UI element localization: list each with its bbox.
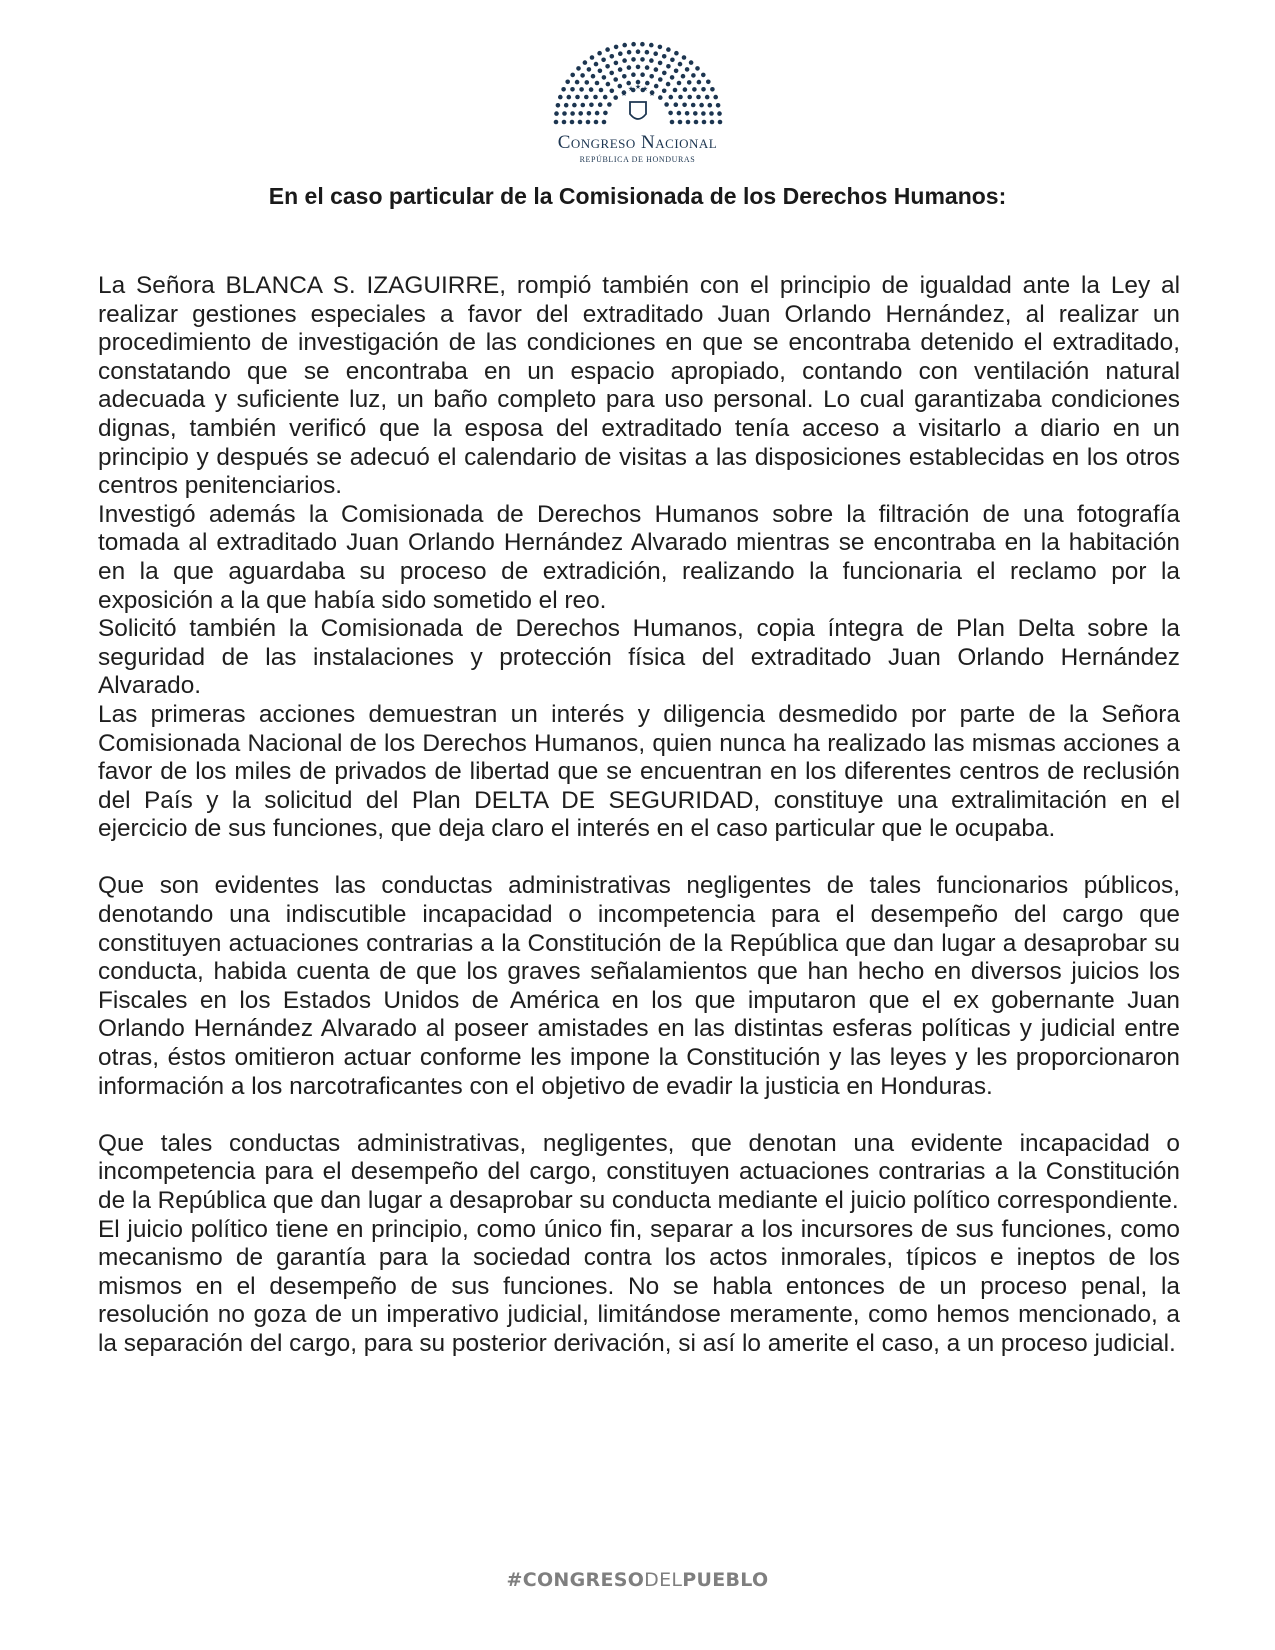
svg-text:★: ★ <box>634 84 641 91</box>
footer-hashtag <box>0 1569 1275 1591</box>
org-subtitle: REPÚBLICA DE HONDURAS <box>579 155 696 164</box>
org-name: Congreso Nacional <box>557 132 718 153</box>
paragraph: El juicio político tiene en principio, como único fin, separar a los incursores de sus funciones, como mecanismo de garantía para la sociedad contra los actos inmorales, típicos e ineptos de los mismos en el desempeño de sus funciones. No se habla entonces de un proceso penal, la resolución no goza de un imperativo judicial, limitándose meramente, como hemos mencionado, a la separación del cargo, para su posterior derivación, si así lo amerite el caso, a un proceso judicial. <box>98 1215 1180 1357</box>
paragraph: Investigó además la Comisionada de Derechos Humanos sobre la filtración de una fotografía tomada al extraditado Juan Orlando Hernández Alvarado mientras se encontraba en la habitación en la que aguardaba su proceso de extradición, realizando la funcionaria el reclamo por la exposición a la que había sido sometido el reo. <box>98 500 1180 614</box>
congress-hemicycle-seal-icon <box>538 34 738 130</box>
svg-text:★: ★ <box>620 91 627 98</box>
paragraph: Las primeras acciones demuestran un interés y diligencia desmedido por parte de la Señora Comisionada Nacional de los Derechos Humanos, quien nunca ha realizado las mismas acciones a favor de los miles de privados de libertad que se encuentran en los diferentes centros de reclusión del País y la solicitud del Plan DELTA DE SEGURIDAD, constituye una extralimitación en el ejercicio de sus funciones, que deja claro el interés en el caso particular que le ocupaba. <box>98 700 1180 843</box>
hashtag-part: PUEBLO <box>682 1569 769 1591</box>
paragraph: La Señora BLANCA S. IZAGUIRRE, rompió también con el principio de igualdad ante la Ley al realizar gestiones especiales a favor del extraditado Juan Orlando Hernández, al realizar un procedimiento de investigación de las condiciones en que se encontraba detenido el extraditado, constatando que se encontraba en un espacio apropiado, contando con ventilación natural adecuada y suficiente luz, un baño completo para uso personal. Lo cual garantizaba condiciones dignas, también verificó que la esposa del extraditado tenía acceso a visitarlo a diario en un principio y después se adecuó el calendario de visitas a las disposiciones establecidas en los otros centros penitenciarios. <box>98 272 1180 500</box>
paragraph: Que son evidentes las conductas administrativas negligentes de tales funcionarios públicos, denotando una indiscutible incapacidad o incompetencia para el desempeño del cargo que constituyen actuaciones contrarias a la Constitución de la República que dan lugar a desaprobar su conducta, habida cuenta de que los graves señalamientos que han hecho en diversos juicios los Fiscales en los Estados Unidos de América en los que imputaron que el ex gobernante Juan Orlando Hernández Alvarado al poseer amistades en las distintas esferas políticas y judicial entre otras, éstos omitieron actuar conforme les impone la Constitución y las leyes y les proporcionaron información a los narcotraficantes con el objetivo de evadir la justicia en Honduras. <box>98 872 1180 1100</box>
svg-text:★: ★ <box>641 86 648 93</box>
svg-text:★: ★ <box>648 91 655 98</box>
header-logo <box>0 34 1275 164</box>
document-body <box>98 272 1180 1359</box>
paragraph: Que tales conductas administrativas, negligentes, que denotan una evidente incapacidad o incompetencia para el desempeño del cargo, constituyen actuaciones contrarias a la Constitución de la República que dan lugar a desaprobar su conducta mediante el juicio político correspondiente. <box>98 1129 1180 1214</box>
document-title: En el caso particular de la Comisionada de los Derechos Humanos: <box>268 183 1007 209</box>
svg-text:★: ★ <box>627 86 634 93</box>
paragraph: Solicitó también la Comisionada de Derechos Humanos, copia íntegra de Plan Delta sobre la seguridad de las instalaciones y protección física del extraditado Juan Orlando Hernández Alvarado. <box>98 615 1180 700</box>
hashtag-part: #CONGRESO <box>506 1569 645 1591</box>
hashtag-part: DEL <box>644 1569 683 1591</box>
